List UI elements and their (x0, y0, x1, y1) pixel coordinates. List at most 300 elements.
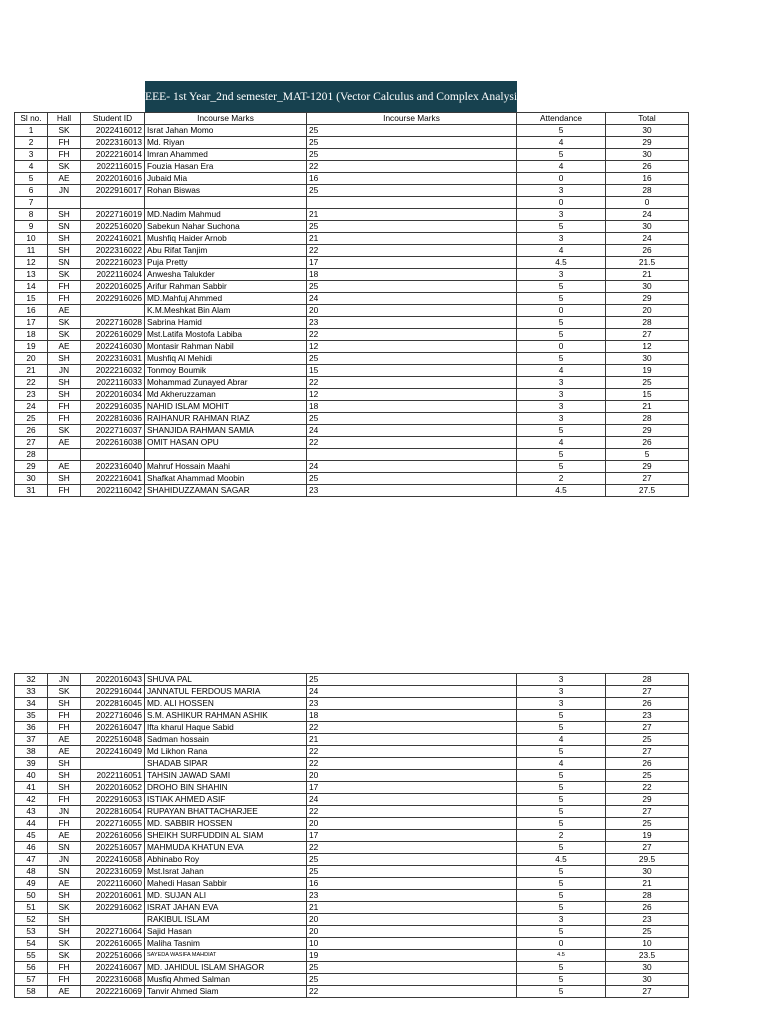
attendance-cell: 2 (517, 473, 606, 485)
hall-cell: JN (48, 365, 81, 377)
attendance-cell: 3 (517, 401, 606, 413)
total-cell: 5 (606, 449, 689, 461)
student-name-cell: Tonmoy Boumik (145, 365, 307, 377)
hall-cell: SH (48, 233, 81, 245)
student-id-cell: 2022916062 (81, 902, 145, 914)
header-total: Total (606, 113, 689, 125)
incourse-marks-cell: 18 (307, 710, 517, 722)
attendance-cell: 4.5 (517, 485, 606, 497)
attendance-cell: 3 (517, 698, 606, 710)
sl-no-cell: 54 (15, 938, 48, 950)
sl-no-cell: 55 (15, 950, 48, 962)
student-name-cell: SHAHIDUZZAMAN SAGAR (145, 485, 307, 497)
student-id-cell: 2022016025 (81, 281, 145, 293)
table-row (15, 197, 689, 209)
table-row (15, 674, 689, 686)
total-cell: 26 (606, 902, 689, 914)
incourse-marks-cell: 25 (307, 137, 517, 149)
student-name-cell: Mohammad Zunayed Abrar (145, 377, 307, 389)
table-row (15, 734, 689, 746)
student-id-cell: 2022916035 (81, 401, 145, 413)
student-id-cell: 2022416030 (81, 341, 145, 353)
hall-cell: SH (48, 914, 81, 926)
attendance-cell: 4 (517, 758, 606, 770)
total-cell: 30 (606, 353, 689, 365)
student-name-cell: S.M. ASHIKUR RAHMAN ASHIK (145, 710, 307, 722)
student-id-cell: 2022116051 (81, 770, 145, 782)
student-name-cell: SAYEDA WASIFA MAHDIAT (145, 950, 307, 962)
student-name-cell: Md. Riyan (145, 137, 307, 149)
student-name-cell: JANNATUL FERDOUS MARIA (145, 686, 307, 698)
hall-cell: FH (48, 485, 81, 497)
table-row (15, 890, 689, 902)
attendance-cell: 4 (517, 245, 606, 257)
hall-cell: JN (48, 806, 81, 818)
incourse-marks-cell: 25 (307, 866, 517, 878)
hall-cell: SH (48, 353, 81, 365)
total-cell: 28 (606, 185, 689, 197)
table-row (15, 950, 689, 962)
attendance-cell: 5 (517, 878, 606, 890)
student-id-cell: 2022716037 (81, 425, 145, 437)
student-id-cell: 2022316031 (81, 353, 145, 365)
hall-cell: AE (48, 437, 81, 449)
student-name-cell: Sadman hossain (145, 734, 307, 746)
attendance-cell: 3 (517, 185, 606, 197)
total-cell: 30 (606, 149, 689, 161)
table-row (15, 437, 689, 449)
total-cell: 21 (606, 401, 689, 413)
student-id-cell: 2022316040 (81, 461, 145, 473)
sl-no-cell: 37 (15, 734, 48, 746)
hall-cell: SN (48, 866, 81, 878)
total-cell: 25 (606, 377, 689, 389)
sl-no-cell: 16 (15, 305, 48, 317)
student-id-cell: 2022216023 (81, 257, 145, 269)
student-id-cell (81, 914, 145, 926)
total-cell: 30 (606, 974, 689, 986)
sl-no-cell: 6 (15, 185, 48, 197)
student-name-cell: MAHMUDA KHATUN EVA (145, 842, 307, 854)
sl-no-cell: 32 (15, 674, 48, 686)
student-name-cell: Rohan Biswas (145, 185, 307, 197)
student-id-cell: 2022416058 (81, 854, 145, 866)
student-id-cell: 2022016034 (81, 389, 145, 401)
hall-cell: FH (48, 794, 81, 806)
incourse-marks-cell: 22 (307, 842, 517, 854)
attendance-cell: 5 (517, 782, 606, 794)
sl-no-cell: 40 (15, 770, 48, 782)
total-cell: 23.5 (606, 950, 689, 962)
incourse-marks-cell: 18 (307, 269, 517, 281)
attendance-cell: 5 (517, 461, 606, 473)
hall-cell: SK (48, 161, 81, 173)
table-row (15, 221, 689, 233)
sl-no-cell: 47 (15, 854, 48, 866)
student-name-cell: SHEIKH SURFUDDIN AL SIAM (145, 830, 307, 842)
table-row (15, 710, 689, 722)
incourse-marks-cell: 22 (307, 722, 517, 734)
sl-no-cell: 41 (15, 782, 48, 794)
attendance-cell: 2 (517, 830, 606, 842)
attendance-cell: 5 (517, 329, 606, 341)
attendance-cell: 4 (517, 161, 606, 173)
total-cell: 24 (606, 233, 689, 245)
attendance-cell: 5 (517, 770, 606, 782)
total-cell: 30 (606, 281, 689, 293)
student-name-cell: Mushfiq Al Mehidi (145, 353, 307, 365)
header-row (15, 113, 689, 125)
table-row (15, 782, 689, 794)
hall-cell: FH (48, 962, 81, 974)
incourse-marks-cell: 22 (307, 437, 517, 449)
table-row (15, 377, 689, 389)
incourse-marks-cell: 10 (307, 938, 517, 950)
sl-no-cell: 38 (15, 746, 48, 758)
total-cell: 16 (606, 173, 689, 185)
sl-no-cell: 53 (15, 926, 48, 938)
hall-cell: AE (48, 341, 81, 353)
table-row (15, 830, 689, 842)
student-id-cell: 2022416021 (81, 233, 145, 245)
student-name-cell: Mst.Latifa Mostofa Labiba (145, 329, 307, 341)
sl-no-cell: 56 (15, 962, 48, 974)
table-row (15, 125, 689, 137)
attendance-cell: 3 (517, 413, 606, 425)
table-row (15, 818, 689, 830)
incourse-marks-cell: 15 (307, 365, 517, 377)
incourse-marks-cell: 21 (307, 209, 517, 221)
incourse-marks-cell: 24 (307, 425, 517, 437)
sl-no-cell: 4 (15, 161, 48, 173)
total-cell: 25 (606, 818, 689, 830)
sl-no-cell: 11 (15, 245, 48, 257)
hall-cell: AE (48, 830, 81, 842)
total-cell: 25 (606, 926, 689, 938)
student-id-cell: 2022116042 (81, 485, 145, 497)
attendance-cell: 5 (517, 149, 606, 161)
table-row (15, 425, 689, 437)
attendance-cell: 0 (517, 305, 606, 317)
table-row (15, 161, 689, 173)
hall-cell: SH (48, 698, 81, 710)
attendance-cell: 5 (517, 293, 606, 305)
student-id-cell: 2022716046 (81, 710, 145, 722)
student-name-cell: Abhinabo Roy (145, 854, 307, 866)
table-row (15, 926, 689, 938)
incourse-marks-cell: 22 (307, 758, 517, 770)
student-id-cell: 2022016016 (81, 173, 145, 185)
sl-no-cell: 20 (15, 353, 48, 365)
table-row (15, 758, 689, 770)
student-name-cell: Anwesha Talukder (145, 269, 307, 281)
student-id-cell: 2022916017 (81, 185, 145, 197)
student-id-cell: 2022416012 (81, 125, 145, 137)
sl-no-cell: 57 (15, 974, 48, 986)
student-id-cell: 2022616029 (81, 329, 145, 341)
attendance-cell: 5 (517, 818, 606, 830)
sl-no-cell: 22 (15, 377, 48, 389)
attendance-cell: 5 (517, 902, 606, 914)
sl-no-cell: 42 (15, 794, 48, 806)
student-name-cell: NAHID ISLAM MOHIT (145, 401, 307, 413)
incourse-marks-cell: 20 (307, 926, 517, 938)
student-id-cell: 2022116024 (81, 269, 145, 281)
table-row (15, 938, 689, 950)
student-id-cell: 2022316059 (81, 866, 145, 878)
incourse-marks-cell: 17 (307, 782, 517, 794)
hall-cell: AE (48, 734, 81, 746)
student-name-cell: Montasir Rahman Nabil (145, 341, 307, 353)
student-name-cell: Md Likhon Rana (145, 746, 307, 758)
sl-no-cell: 19 (15, 341, 48, 353)
table-row (15, 698, 689, 710)
sl-no-cell: 13 (15, 269, 48, 281)
student-id-cell: 2022216069 (81, 986, 145, 998)
attendance-cell: 4.5 (517, 854, 606, 866)
total-cell: 12 (606, 341, 689, 353)
total-cell: 29 (606, 794, 689, 806)
sl-no-cell: 21 (15, 365, 48, 377)
sl-no-cell: 31 (15, 485, 48, 497)
incourse-marks-cell: 25 (307, 149, 517, 161)
student-name-cell: ISTIAK AHMED ASIF (145, 794, 307, 806)
attendance-cell: 5 (517, 317, 606, 329)
sl-no-cell: 2 (15, 137, 48, 149)
table-row (15, 209, 689, 221)
total-cell: 26 (606, 437, 689, 449)
student-id-cell (81, 449, 145, 461)
attendance-cell: 3 (517, 686, 606, 698)
incourse-marks-cell: 23 (307, 485, 517, 497)
hall-cell: AE (48, 173, 81, 185)
sl-no-cell: 29 (15, 461, 48, 473)
hall-cell: FH (48, 149, 81, 161)
table-row (15, 722, 689, 734)
incourse-marks-cell: 12 (307, 389, 517, 401)
hall-cell: SH (48, 473, 81, 485)
total-cell: 26 (606, 758, 689, 770)
table-row (15, 914, 689, 926)
student-id-cell: 2022216032 (81, 365, 145, 377)
sl-no-cell: 25 (15, 413, 48, 425)
table-row (15, 149, 689, 161)
hall-cell: SH (48, 890, 81, 902)
table-row (15, 281, 689, 293)
header-student-id: Student ID (81, 113, 145, 125)
incourse-marks-cell: 21 (307, 233, 517, 245)
hall-cell: SK (48, 902, 81, 914)
student-id-cell (81, 305, 145, 317)
student-id-cell: 2022616065 (81, 938, 145, 950)
incourse-marks-cell: 24 (307, 293, 517, 305)
table-row (15, 257, 689, 269)
student-id-cell: 2022216014 (81, 149, 145, 161)
table-row (15, 293, 689, 305)
sl-no-cell: 43 (15, 806, 48, 818)
total-cell: 22 (606, 782, 689, 794)
hall-cell: SK (48, 938, 81, 950)
total-cell: 29.5 (606, 854, 689, 866)
sl-no-cell: 17 (15, 317, 48, 329)
table-row (15, 413, 689, 425)
sl-no-cell: 1 (15, 125, 48, 137)
header-attendance: Attendance (517, 113, 606, 125)
attendance-cell: 5 (517, 746, 606, 758)
student-id-cell: 2022116033 (81, 377, 145, 389)
student-id-cell: 2022916053 (81, 794, 145, 806)
incourse-marks-cell (307, 449, 517, 461)
sl-no-cell: 12 (15, 257, 48, 269)
hall-cell: FH (48, 974, 81, 986)
hall-cell: SH (48, 770, 81, 782)
student-name-cell: K.M.Meshkat Bin Alam (145, 305, 307, 317)
attendance-cell: 5 (517, 926, 606, 938)
total-cell: 30 (606, 221, 689, 233)
hall-cell: FH (48, 293, 81, 305)
table-row (15, 986, 689, 998)
hall-cell: FH (48, 722, 81, 734)
sl-no-cell: 5 (15, 173, 48, 185)
attendance-cell: 5 (517, 449, 606, 461)
student-name-cell: RAIHANUR RAHMAN RIAZ (145, 413, 307, 425)
student-id-cell: 2022116060 (81, 878, 145, 890)
marks-table-top (14, 112, 689, 497)
incourse-marks-cell: 20 (307, 305, 517, 317)
total-cell: 21 (606, 878, 689, 890)
total-cell: 25 (606, 734, 689, 746)
student-name-cell: TAHSIN JAWAD SAMI (145, 770, 307, 782)
incourse-marks-cell: 25 (307, 854, 517, 866)
total-cell: 28 (606, 890, 689, 902)
incourse-marks-cell: 25 (307, 353, 517, 365)
hall-cell: SH (48, 926, 81, 938)
incourse-marks-cell: 23 (307, 698, 517, 710)
hall-cell: AE (48, 878, 81, 890)
hall-cell: SH (48, 389, 81, 401)
incourse-marks-cell: 16 (307, 173, 517, 185)
sl-no-cell: 27 (15, 437, 48, 449)
sl-no-cell: 51 (15, 902, 48, 914)
attendance-cell: 3 (517, 269, 606, 281)
table-row (15, 473, 689, 485)
total-cell: 27 (606, 986, 689, 998)
total-cell: 21.5 (606, 257, 689, 269)
student-id-cell: 2022516020 (81, 221, 145, 233)
table-row (15, 686, 689, 698)
sl-no-cell: 34 (15, 698, 48, 710)
table-row (15, 842, 689, 854)
header-hall: Hall (48, 113, 81, 125)
table-row (15, 329, 689, 341)
student-name-cell: Tanvir Ahmed Siam (145, 986, 307, 998)
student-name-cell: Sajid Hasan (145, 926, 307, 938)
incourse-marks-cell: 17 (307, 257, 517, 269)
incourse-marks-cell: 25 (307, 974, 517, 986)
table-row (15, 173, 689, 185)
hall-cell: SK (48, 686, 81, 698)
incourse-marks-cell: 21 (307, 734, 517, 746)
incourse-marks-cell: 22 (307, 329, 517, 341)
student-name-cell: Shafkat Ahammad Moobin (145, 473, 307, 485)
total-cell: 10 (606, 938, 689, 950)
sl-no-cell: 49 (15, 878, 48, 890)
student-id-cell: 2022516048 (81, 734, 145, 746)
attendance-cell: 5 (517, 710, 606, 722)
student-name-cell: Israt Jahan Momo (145, 125, 307, 137)
attendance-cell: 0 (517, 938, 606, 950)
hall-cell: SH (48, 245, 81, 257)
incourse-marks-cell: 22 (307, 806, 517, 818)
student-name-cell: DROHO BIN SHAHIN (145, 782, 307, 794)
hall-cell: FH (48, 818, 81, 830)
total-cell: 26 (606, 245, 689, 257)
header-sl-no: Sl no. (15, 113, 48, 125)
student-name-cell: RUPAYAN BHATTACHARJEE (145, 806, 307, 818)
incourse-marks-cell: 23 (307, 317, 517, 329)
incourse-marks-cell (307, 197, 517, 209)
total-cell: 23 (606, 710, 689, 722)
incourse-marks-cell: 20 (307, 770, 517, 782)
incourse-marks-cell: 16 (307, 878, 517, 890)
hall-cell (48, 197, 81, 209)
incourse-marks-cell: 25 (307, 281, 517, 293)
student-name-cell: OMIT HASAN OPU (145, 437, 307, 449)
student-name-cell: Md Akheruzzaman (145, 389, 307, 401)
table-row (15, 317, 689, 329)
student-name-cell: Sabrina Hamid (145, 317, 307, 329)
student-name-cell: MD.Nadim Mahmud (145, 209, 307, 221)
student-name-cell: Ifta kharul Haque Sabid (145, 722, 307, 734)
incourse-marks-cell: 12 (307, 341, 517, 353)
header-incourse-marks-1: Incourse Marks (145, 113, 307, 125)
hall-cell: SK (48, 950, 81, 962)
sl-no-cell: 3 (15, 149, 48, 161)
total-cell: 29 (606, 293, 689, 305)
sl-no-cell: 39 (15, 758, 48, 770)
total-cell: 19 (606, 365, 689, 377)
student-id-cell (81, 758, 145, 770)
student-name-cell: SHANJIDA RAHMAN SAMIA (145, 425, 307, 437)
attendance-cell: 5 (517, 866, 606, 878)
student-id-cell: 2022716064 (81, 926, 145, 938)
hall-cell: SH (48, 758, 81, 770)
total-cell: 19 (606, 830, 689, 842)
student-id-cell: 2022816054 (81, 806, 145, 818)
attendance-cell: 5 (517, 794, 606, 806)
attendance-cell: 4 (517, 137, 606, 149)
sl-no-cell: 28 (15, 449, 48, 461)
attendance-cell: 5 (517, 722, 606, 734)
student-name-cell: MD. SABBIR HOSSEN (145, 818, 307, 830)
incourse-marks-cell: 18 (307, 401, 517, 413)
incourse-marks-cell: 17 (307, 830, 517, 842)
sl-no-cell: 45 (15, 830, 48, 842)
student-name-cell: Mst.Israt Jahan (145, 866, 307, 878)
incourse-marks-cell: 24 (307, 686, 517, 698)
attendance-cell: 3 (517, 377, 606, 389)
total-cell: 27.5 (606, 485, 689, 497)
incourse-marks-cell: 25 (307, 674, 517, 686)
hall-cell: SN (48, 221, 81, 233)
attendance-cell: 5 (517, 221, 606, 233)
total-cell: 27 (606, 746, 689, 758)
student-name-cell: MD. SUJAN ALI (145, 890, 307, 902)
table-row (15, 866, 689, 878)
student-id-cell: 2022616047 (81, 722, 145, 734)
hall-cell: FH (48, 281, 81, 293)
attendance-cell: 3 (517, 209, 606, 221)
